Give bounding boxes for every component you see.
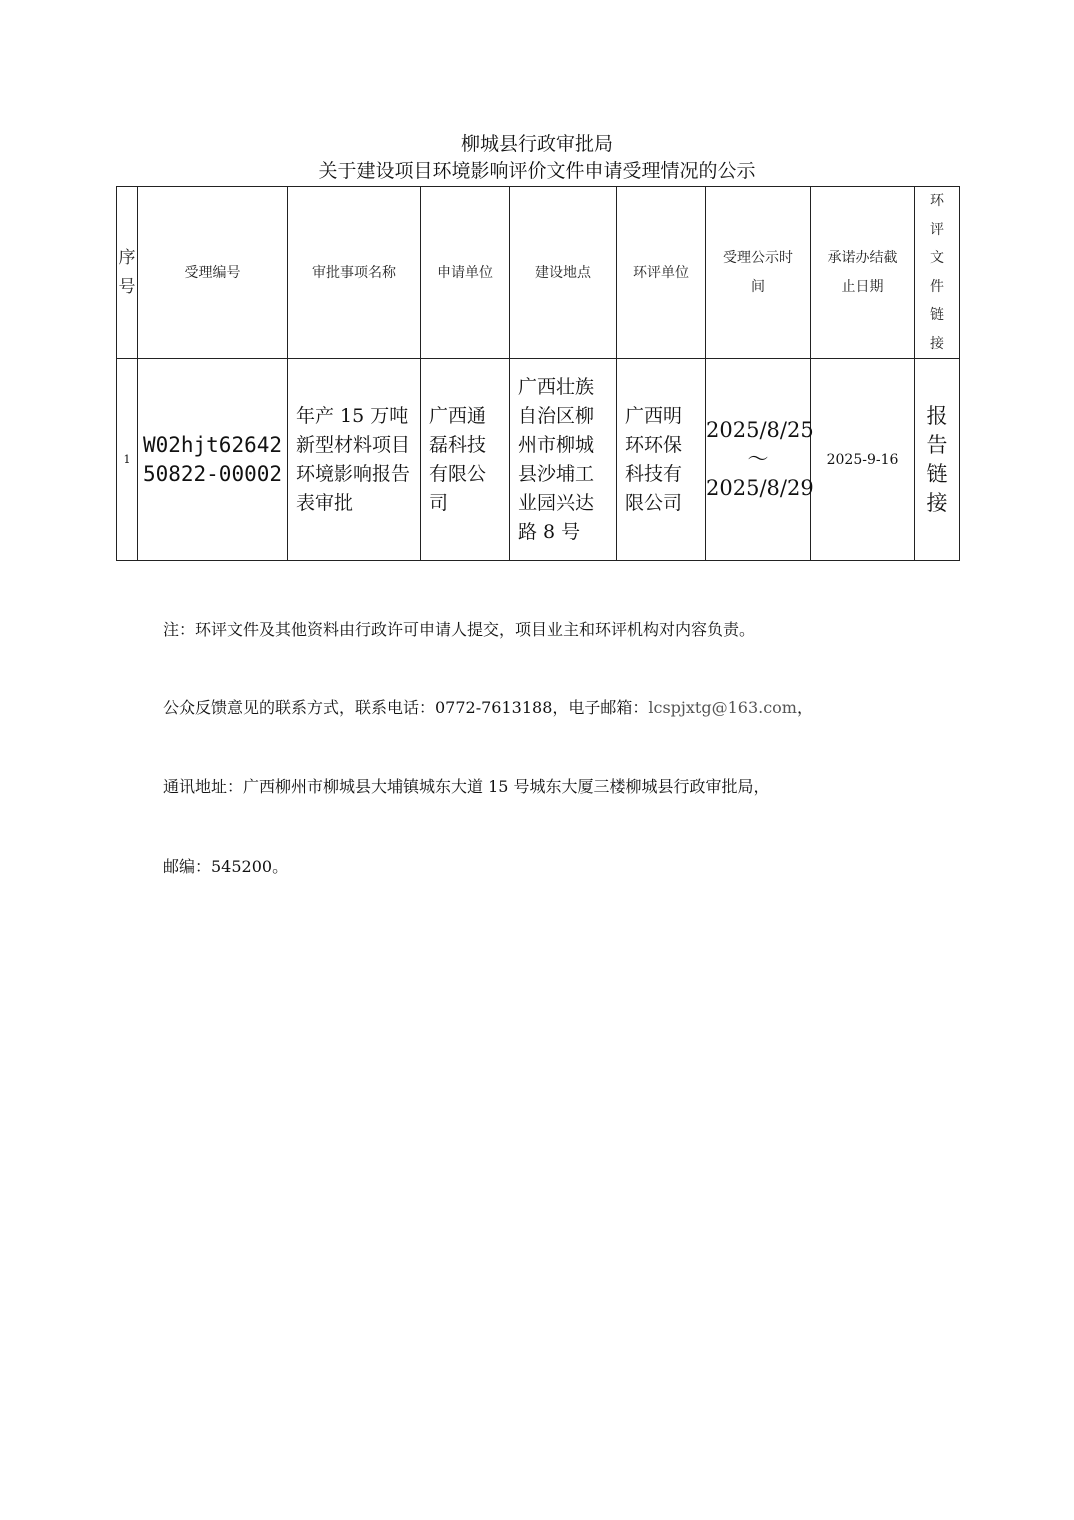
note-postcode: 邮编：545200。: [163, 857, 289, 876]
row-location: 广西壮族自治区柳州市柳城县沙埔工业园兴达路 8 号: [510, 359, 617, 561]
row-eia-unit: 广西明环环保科技有限公司: [617, 359, 706, 561]
email-link[interactable]: lcspjxtg@163.com: [648, 698, 797, 717]
page-title: 柳城县行政审批局: [460, 133, 613, 155]
report-link[interactable]: 报 告 链 接: [915, 359, 960, 561]
row-deadline: 2025-9-16: [811, 359, 915, 561]
header-applicant: 申请单位: [421, 187, 510, 359]
row-notice-time: 2025/8/25 ～ 2025/8/29: [706, 359, 811, 561]
header-item: 审批事项名称: [288, 187, 421, 359]
row-applicant: 广西通磊科技有限公司: [421, 359, 510, 561]
header-seq: 序 号: [117, 187, 138, 359]
contact-suffix: ，: [796, 698, 813, 717]
note-disclaimer: 注：环评文件及其他资料由行政许可申请人提交，项目业主和环评机构对内容负责。: [163, 620, 756, 639]
table-row: [117, 359, 960, 561]
row-code: W02hjt62642 50822-00002: [138, 359, 288, 561]
header-code: 受理编号: [138, 187, 288, 359]
row-item: 年产 15 万吨新型材料项目环境影响报告表审批: [288, 359, 421, 561]
contact-text: 公众反馈意见的联系方式，联系电话：0772-7613188，电子邮箱：: [163, 698, 649, 717]
header-link: 环 评 文 件 链 接: [915, 187, 960, 359]
publicity-table: [116, 186, 960, 561]
note-address: 通讯地址：广西柳州市柳城县大埔镇城东大道 15 号城东大厦三楼柳城县行政审批局，: [163, 777, 770, 796]
header-notice-time: 受理公示时 间: [706, 187, 811, 359]
header-location: 建设地点: [510, 187, 617, 359]
header-deadline: 承诺办结截 止日期: [811, 187, 915, 359]
header-eia-unit: 环评单位: [617, 187, 706, 359]
page-subtitle: 关于建设项目环境影响评价文件申请受理情况的公示: [318, 160, 756, 182]
table-header-row: [117, 187, 960, 359]
row-seq: 1: [117, 359, 138, 561]
note-contact: [163, 697, 813, 719]
